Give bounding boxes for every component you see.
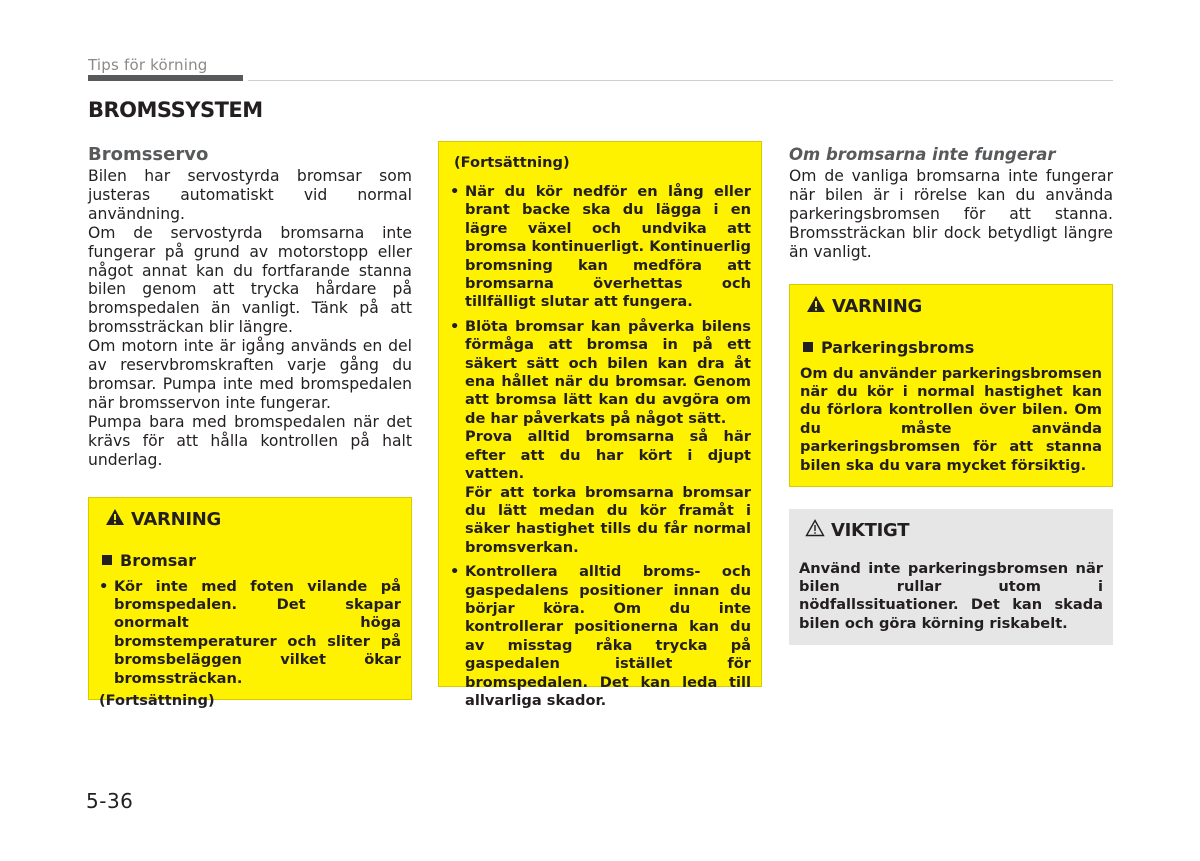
bullet-item-2 <box>450 318 751 557</box>
paragraph-2: Om de servostyrda bromsarna inte fungerar på grund av motorstopp eller något annat kan du fortfarande stanna bilen genom att trycka hårdare på bromspedalen än vanligt. Tänk på att bromssträckan blir längre. <box>88 223 412 337</box>
paragraph-1: Bilen har servostyrda bromsar som justeras automatiskt vid normal användning. <box>88 167 412 223</box>
notice-text: Använd inte parkeringsbromsen när bilen rullar utom i nödfallssituationer. Det kan skada bilen och göra körning riskabelt. <box>799 559 1103 632</box>
warning-label: VARNING <box>131 508 222 530</box>
warning-box-bromsar <box>88 497 412 709</box>
bullet-item-1: • När du kör nedför en lång eller brant backe ska du lägga i en lägre växel och undvika att bromsa kontinuerligt. Kontinuerlig bromsning kan medföra att bromsarna överhettas och tillfälligt slutar att fungera. <box>450 183 751 312</box>
warning-header <box>105 508 401 531</box>
continued-label: (Fortsättning) <box>454 154 570 171</box>
notice-box-viktigt <box>789 509 1113 645</box>
paragraph-3: Om motorn inte är igång används en del av reservbromskraften varje gång du bromsar. Pumpa inte med bromspedalen när bromsservon inte fungerar. <box>88 337 412 412</box>
warning-triangle-icon <box>806 295 826 318</box>
warning-text: Om du använder parkeringsbromsen när du kör i normal hastighet kan du förlora kontrollen över bilen. Om du måste använda parkeringsbromsen för att stanna bilen ska du vara mycket försiktig. <box>800 364 1102 474</box>
warning-bullet: • Kör inte med foten vilande på bromspedalen. Det skapar onormalt höga bromstemperaturer och sliter på bromsbeläggen vilket ökar bromssträckan. <box>99 578 401 688</box>
bullet-item-2-extra-2: För att torka bromsarna bromsar du lätt medan du kör framåt i säker hastighet tills du får normal bromsverkan. <box>465 483 751 556</box>
bullet-item-2-extra-1: Prova alltid bromsarna så här efter att du har kört i djupt vatten. <box>465 428 751 483</box>
continued-bullets <box>450 183 751 710</box>
warning-subtitle-text: Parkeringsbroms <box>821 337 975 357</box>
continued-label: (Fortsättning) <box>99 691 215 709</box>
warning-label: VARNING <box>832 295 923 317</box>
square-bullet-icon <box>803 342 813 352</box>
page-number: 5-36 <box>86 789 134 813</box>
column-right <box>789 144 1113 645</box>
section-rule-thin <box>248 80 1113 81</box>
heading-bromsservo: Bromsservo <box>88 144 209 165</box>
notice-triangle-icon <box>805 519 825 542</box>
warning-subtitle <box>803 338 1102 357</box>
notice-header <box>805 519 1103 542</box>
warning-subtitle <box>102 551 401 570</box>
section-rule-thick <box>88 75 243 81</box>
square-bullet-icon <box>102 555 112 565</box>
column-left <box>88 144 412 709</box>
warning-subtitle-text: Bromsar <box>120 550 196 570</box>
heading-om-bromsarna: Om bromsarna inte fungerar <box>789 145 1056 164</box>
bullet-item-2-text: Blöta bromsar kan påverka bilens förmåga att bromsa in på ett säkert sätt och bilen kan dra åt ena hållet när du bromsar. Genom att bromsa lätt kan du avgöra om de har påverkats på något sätt. <box>465 317 751 427</box>
page-title: BROMSSYSTEM <box>88 98 263 122</box>
warning-box-continued <box>438 141 762 709</box>
bullet-item-3: • Kontrollera alltid broms- och gaspedalens positioner innan du börjar köra. Om du inte kontrollerar positionerna kan du av misstag råka trycka på gaspedalen istället för bromspedalen. Det kan leda till allvarliga skador. <box>450 563 751 710</box>
paragraph-4: Pumpa bara med bromspedalen när det krävs för att hålla kontrollen på halt underlag. <box>88 412 412 469</box>
notice-label: VIKTIGT <box>831 519 910 541</box>
warning-box-parkeringsbroms <box>789 284 1113 487</box>
warning-triangle-icon <box>105 508 125 531</box>
section-label: Tips för körning <box>88 56 208 74</box>
warning-header <box>806 295 1102 318</box>
paragraph-right: Om de vanliga bromsarna inte fungerar när bilen är i rörelse kan du använda parkeringsbromsen för att stanna. Bromssträckan blir dock betydligt längre än vanligt. <box>789 167 1113 261</box>
warning-bullets <box>99 578 401 688</box>
